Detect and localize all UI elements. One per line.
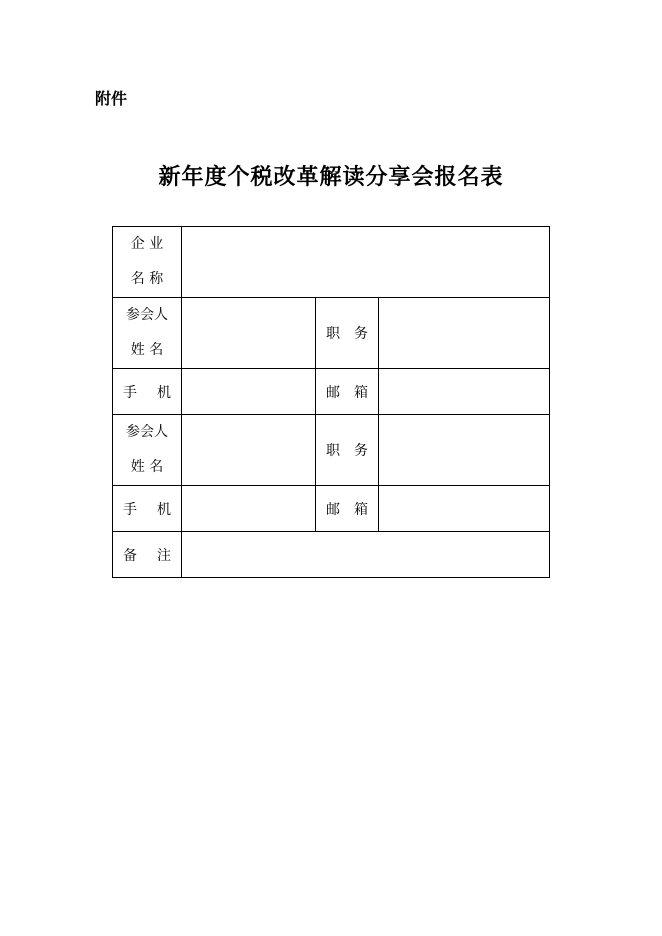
attendee2-name-row [113, 415, 550, 486]
attendee2-contact-row [113, 486, 550, 532]
company-row [113, 227, 550, 298]
attendee2-phone-field[interactable] [182, 486, 316, 532]
attendee2-position-label: 职 务 [316, 415, 379, 486]
registration-form-table [112, 226, 550, 578]
attendee1-name-label: 参会人 姓 名 [113, 298, 182, 369]
attendee2-name-field[interactable] [182, 415, 316, 486]
form-title: 新年度个税改革解读分享会报名表 [158, 164, 504, 190]
attendee1-position-field[interactable] [379, 298, 550, 369]
company-name-field[interactable] [182, 227, 550, 298]
attendee1-contact-row [113, 369, 550, 415]
attendee2-email-field[interactable] [379, 486, 550, 532]
attachment-label: 附件 [95, 89, 128, 108]
attendee1-phone-label: 手 机 [113, 369, 182, 415]
attendee2-phone-label: 手 机 [113, 486, 182, 532]
attendee1-name-field[interactable] [182, 298, 316, 369]
company-label: 企 业 名 称 [113, 227, 182, 298]
attendee2-email-label: 邮 箱 [316, 486, 379, 532]
remarks-field[interactable] [182, 532, 550, 578]
attendee2-position-field[interactable] [379, 415, 550, 486]
remarks-label: 备 注 [113, 532, 182, 578]
attendee1-phone-field[interactable] [182, 369, 316, 415]
attendee1-position-label: 职 务 [316, 298, 379, 369]
attendee1-email-field[interactable] [379, 369, 550, 415]
attendee2-name-label: 参会人 姓 名 [113, 415, 182, 486]
attendee1-name-row [113, 298, 550, 369]
attendee1-email-label: 邮 箱 [316, 369, 379, 415]
remarks-row [113, 532, 550, 578]
